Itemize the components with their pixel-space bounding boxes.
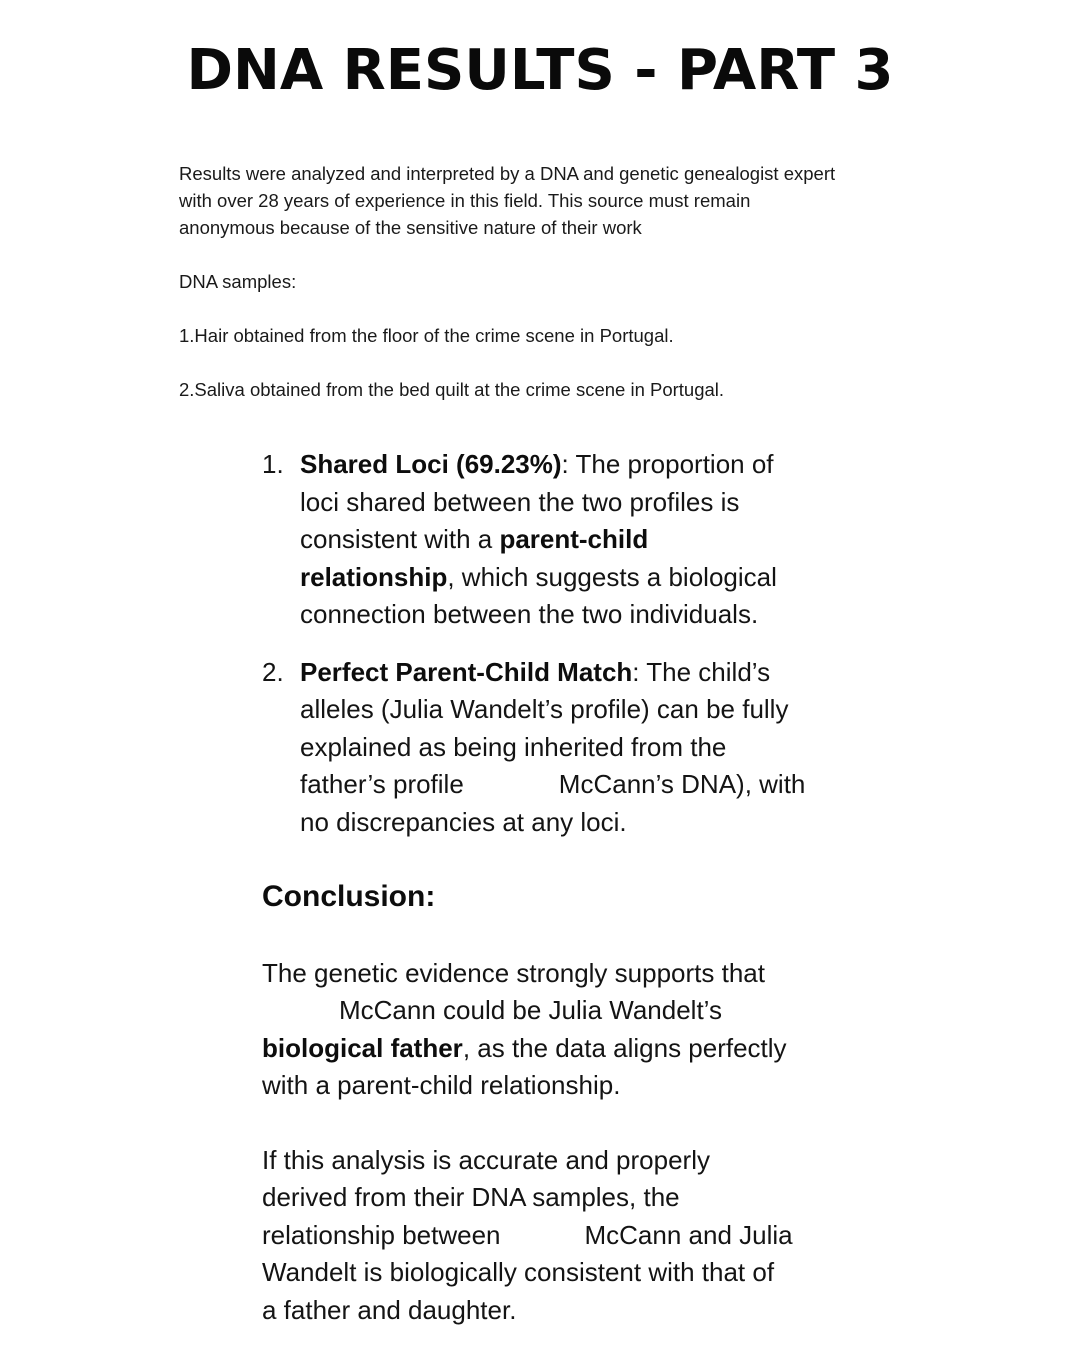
finding-item: 1. Shared Loci (69.23%): The proportion of loci shared between the two profiles is consistent with a parent-child relationship, which suggests a biological connection between the two individuals. <box>262 446 882 634</box>
finding-item: 2. Perfect Parent-Child Match: The child’s alleles (Julia Wandelt’s profile) can be fully explained as being inherited from the father’s profile McCann’s DNA), with no discrepancies at any loci. <box>262 654 882 842</box>
finding-label: Perfect Parent-Child Match <box>300 656 633 687</box>
finding-number: 2. <box>262 656 284 687</box>
page-title: DNA RESULTS - PART 3 <box>186 38 894 103</box>
intro-section <box>179 160 919 403</box>
conclusion-paragraph: The genetic evidence strongly supports that McCann could be Julia Wandelt’s biological father, as the data aligns perfectly with a parent-child relationship. <box>262 957 787 1100</box>
finding-number: 1. <box>262 449 284 479</box>
findings-list <box>262 446 882 841</box>
intro-line: Results were analyzed and interpreted by a DNA and genetic genealogist expert <box>179 163 836 184</box>
conclusion-paragraph: If this analysis is accurate and properly derived from their DNA samples, the relationship between McCann and Julia Wandelt is biologically consistent with that of a father and daughter. <box>262 1144 793 1325</box>
finding-label: Shared Loci (69.23%) <box>300 449 562 479</box>
conclusion-heading: Conclusion: <box>262 880 436 913</box>
conclusion-section <box>262 878 882 1329</box>
sample-item: 2.Saliva obtained from the bed quilt at the crime scene in Portugal. <box>179 379 725 400</box>
samples-label: DNA samples: <box>179 271 297 292</box>
sample-item: 1.Hair obtained from the floor of the crime scene in Portugal. <box>179 325 674 346</box>
intro-line: with over 28 years of experience in this field. This source must remain <box>179 190 751 211</box>
intro-line: anonymous because of the sensitive nature of their work <box>179 217 642 238</box>
